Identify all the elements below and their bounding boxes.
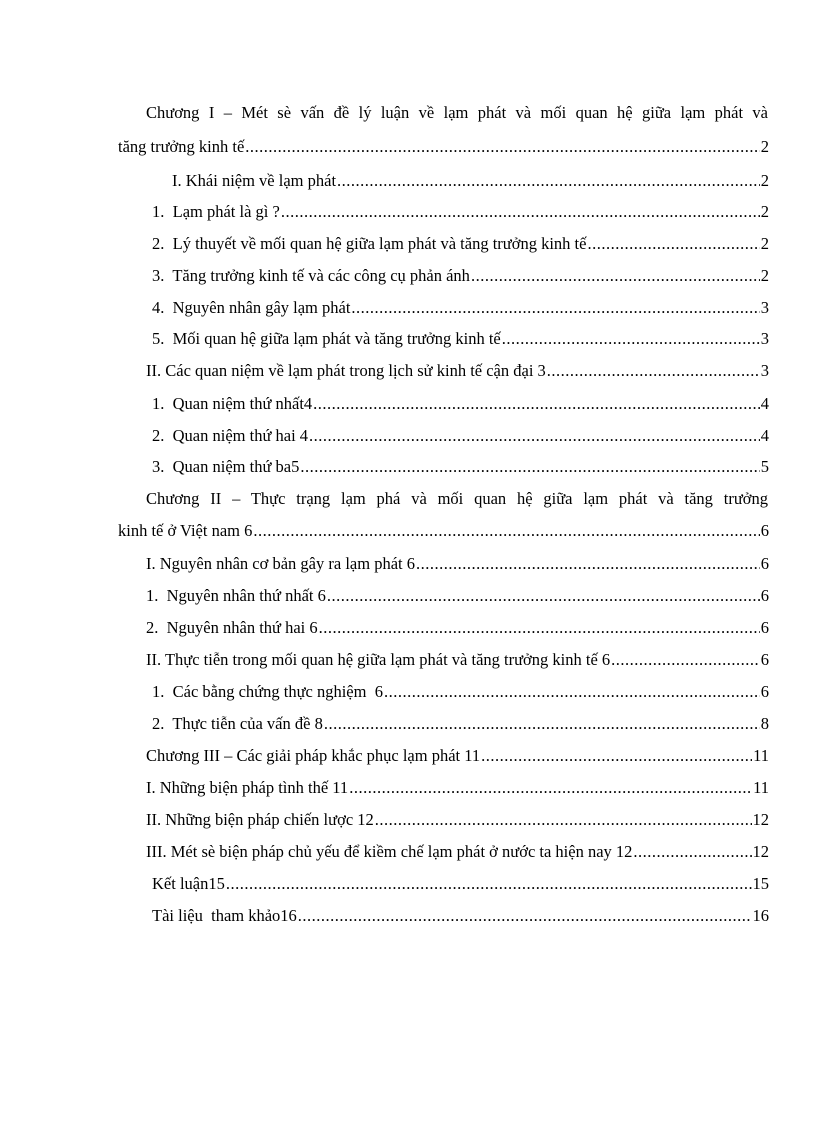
toc-leader-dots xyxy=(416,553,760,575)
toc-entry-title: 1. Nguyên nhân thứ nhất 6 xyxy=(146,586,326,605)
toc-leader-dots xyxy=(300,456,759,478)
toc-page-number: 15 xyxy=(752,874,769,893)
toc-entry-ch1-s1-5[interactable] xyxy=(152,328,769,350)
toc-leader-dots xyxy=(226,873,752,895)
toc-leader-dots xyxy=(324,713,760,735)
toc-leader-dots xyxy=(298,905,752,927)
toc-entry-title: 2. Thực tiễn của vấn đề 8 xyxy=(152,714,323,733)
toc-page-number: 2 xyxy=(760,171,769,190)
toc-entry-ch2-s1-1[interactable] xyxy=(146,585,769,607)
toc-leader-dots xyxy=(481,745,752,767)
toc-leader-dots xyxy=(471,265,760,287)
toc-entry-title: 3. Tăng trưởng kinh tế và các công cụ phản ánh xyxy=(152,266,470,285)
toc-leader-dots xyxy=(633,841,751,863)
toc-entry-ch1-s1-3[interactable] xyxy=(152,265,769,287)
toc-page-number: 6 xyxy=(760,554,769,573)
toc-page-number: 12 xyxy=(752,842,769,861)
toc-entry-title: 2. Quan niệm thứ hai 4 xyxy=(152,426,309,445)
toc-page-number: 6 xyxy=(760,682,769,701)
toc-leader-dots xyxy=(281,201,760,223)
toc-entry-title: II. Các quan niệm về lạm phát trong lịch sử kinh tế cận đại 3 xyxy=(146,361,546,380)
toc-leader-dots xyxy=(245,136,759,158)
toc-page-number: 11 xyxy=(753,746,769,765)
toc-entry-title: Kết luận15 xyxy=(152,874,225,893)
toc-leader-dots xyxy=(351,297,759,319)
toc-entry-ch1-s2-2[interactable] xyxy=(152,425,769,447)
toc-page-number: 3 xyxy=(760,329,769,348)
toc-leader-dots xyxy=(375,809,752,831)
toc-leader-dots xyxy=(502,328,760,350)
toc-entry-title: Chương III – Các giải pháp khắc phục lạm phát 11 xyxy=(146,746,481,765)
toc-entry-title: 4. Nguyên nhân gây lạm phát xyxy=(152,298,351,317)
toc-entry-ch3-s1[interactable] xyxy=(146,777,769,799)
toc-chapter-2-entry[interactable] xyxy=(118,520,769,542)
toc-entry-title: I. Nguyên nhân cơ bản gây ra lạm phát 6 xyxy=(146,554,415,573)
toc-leader-dots xyxy=(313,393,760,415)
toc-entry-title: 3. Quan niệm thứ ba5 xyxy=(152,457,300,476)
toc-leader-dots xyxy=(587,233,759,255)
toc-entry-ch1-s1-1[interactable] xyxy=(152,201,769,223)
toc-entry-ch1-s2-3[interactable] xyxy=(152,456,769,478)
toc-page-number: 3 xyxy=(760,361,769,380)
toc-entry-title: II. Những biện pháp chiến lược 12 xyxy=(146,810,374,829)
toc-entry-title: 1. Lạm phát là gì ? xyxy=(152,202,280,221)
toc-leader-dots xyxy=(309,425,760,447)
toc-page-number: 2 xyxy=(760,266,769,285)
toc-entry-ch1-s2[interactable] xyxy=(146,360,769,382)
toc-entry-ch3[interactable] xyxy=(146,745,769,767)
toc-entry-title: tăng trưởng kinh tế xyxy=(118,137,245,156)
toc-page-number: 16 xyxy=(752,906,769,925)
toc-leader-dots xyxy=(337,170,760,192)
toc-entry-title: 1. Quan niệm thứ nhất4 xyxy=(152,394,313,413)
toc-page-number: 6 xyxy=(760,618,769,637)
toc-entry-title: 2. Nguyên nhân thứ hai 6 xyxy=(146,618,318,637)
toc-page-number: 3 xyxy=(760,298,769,317)
toc-entry-title: III. Mét sè biện pháp chủ yếu để kiềm chế lạm phát ở nước ta hiện nay 12 xyxy=(146,842,633,861)
toc-entry-title: 2. Lý thuyết về mối quan hệ giữa lạm phát và tăng trưởng kinh tế xyxy=(152,234,587,253)
toc-page-number: 5 xyxy=(760,457,769,476)
toc-page-number: 2 xyxy=(760,137,769,156)
toc-entry-title: I. Những biện pháp tình thế 11 xyxy=(146,778,349,797)
toc-leader-dots xyxy=(384,681,760,703)
toc-leader-dots xyxy=(547,360,760,382)
toc-entry-ch2-s2-2[interactable] xyxy=(152,713,769,735)
toc-entry-ch2-s2-1[interactable] xyxy=(152,681,769,703)
toc-entry-ch1-s2-1[interactable] xyxy=(152,393,769,415)
toc-entry-ch1-s1-4[interactable] xyxy=(152,297,769,319)
toc-leader-dots xyxy=(253,520,759,542)
toc-entry-references[interactable] xyxy=(152,905,769,927)
toc-page-number: 4 xyxy=(760,426,769,445)
toc-entry-title: 1. Các bằng chứng thực nghiệm 6 xyxy=(152,682,383,701)
toc-entry-title: I. Khái niệm về lạm phát xyxy=(172,171,337,190)
toc-entry-title: II. Thực tiễn trong mối quan hệ giữa lạm phát và tăng trưởng kinh tế 6 xyxy=(146,650,611,669)
toc-chapter-1-entry[interactable] xyxy=(118,136,769,158)
toc-entry-title: kinh tế ở Việt nam 6 xyxy=(118,521,253,540)
toc-entry-conclusion[interactable] xyxy=(152,873,769,895)
toc-page-number: 6 xyxy=(760,521,769,540)
toc-leader-dots xyxy=(611,649,760,671)
toc-leader-dots xyxy=(319,617,760,639)
toc-page-number: 12 xyxy=(752,810,769,829)
toc-entry-title: 5. Mối quan hệ giữa lạm phát và tăng trưởng kinh tế xyxy=(152,329,501,348)
toc-chapter-2-heading: Chương II – Thực trạng lạm phá và mối quan hệ giữa lạm phát và tăng trưởng xyxy=(146,489,768,508)
toc-entry-title: Tài liệu tham khảo16 xyxy=(152,906,297,925)
toc-entry-ch2-s1-2[interactable] xyxy=(146,617,769,639)
toc-leader-dots xyxy=(349,777,752,799)
toc-leader-dots xyxy=(327,585,760,607)
toc-page-number: 6 xyxy=(760,650,769,669)
toc-entry-ch1-s1[interactable] xyxy=(172,170,769,192)
toc-page-number: 2 xyxy=(760,202,769,221)
toc-chapter-1-heading: Chương I – Mét sè vấn đề lý luận về lạm phát và mối quan hệ giữa lạm phát và xyxy=(146,103,768,122)
toc-page-number: 6 xyxy=(760,586,769,605)
toc-page-number: 4 xyxy=(760,394,769,413)
toc-entry-ch2-s1[interactable] xyxy=(146,553,769,575)
toc-page-number: 11 xyxy=(753,778,769,797)
toc-entry-ch1-s1-2[interactable] xyxy=(152,233,769,255)
toc-page-number: 2 xyxy=(760,234,769,253)
toc-page-number: 8 xyxy=(760,714,769,733)
toc-entry-ch3-s2[interactable] xyxy=(146,809,769,831)
toc-entry-ch2-s2[interactable] xyxy=(146,649,769,671)
toc-entry-ch3-s3[interactable] xyxy=(146,841,769,863)
